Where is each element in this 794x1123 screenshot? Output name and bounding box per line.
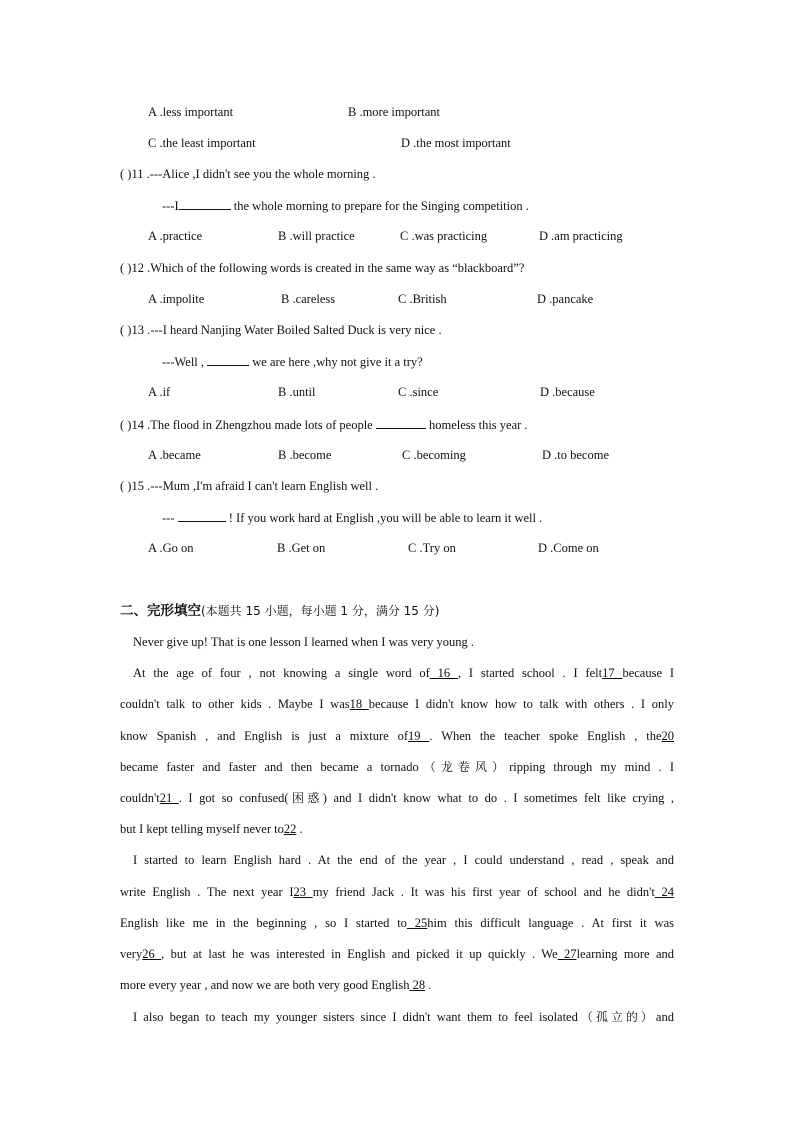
q11-option-d: D .am practicing <box>539 229 623 243</box>
text: him this difficult language . At first it was <box>427 916 674 930</box>
q13-option-a: A .if <box>148 385 171 399</box>
passage-line-9 <box>120 884 674 900</box>
q14-stem-post: homeless this year . <box>428 418 528 432</box>
q14-option-a: A .became <box>148 448 201 462</box>
passage-line-5 <box>120 759 674 775</box>
passage-line-3 <box>120 696 674 712</box>
text: learning more and <box>576 947 675 961</box>
text: . <box>425 978 432 992</box>
blank-18[interactable]: 18 <box>349 697 369 711</box>
text: because I <box>622 666 674 680</box>
section2-title: 二、完形填空 <box>120 603 201 619</box>
blank-17[interactable]: 17 <box>602 666 623 680</box>
blank-19[interactable]: 19 <box>408 729 430 743</box>
text: English like me in the beginning , so I started to <box>120 916 407 930</box>
q14-option-c: C .becoming <box>402 448 466 462</box>
text: At the age of four , not knowing a single word of <box>133 666 430 680</box>
text: but I kept telling myself never to <box>120 822 284 836</box>
blank-24[interactable]: 24 <box>654 885 675 899</box>
q12-stem: ( )12 .Which of the following words is created in the same way as “blackboard”? <box>120 261 525 275</box>
passage-line-12 <box>120 977 674 993</box>
q13-answer-blank[interactable] <box>207 353 249 366</box>
q11-stem: ( )11 .---Alice ,I didn't see you the whole morning . <box>120 167 376 181</box>
section2-subtitle: (本题共 15 小题，每小题 1 分，满分 15 分) <box>201 604 440 618</box>
q15-option-c: C .Try on <box>408 541 456 555</box>
text: more every year , and now we are both very good English <box>120 978 410 992</box>
passage-line-4 <box>120 728 674 744</box>
q14-stem <box>120 416 528 433</box>
q13-option-c: C .since <box>398 385 439 399</box>
text: because I didn't know how to talk with others . I only <box>368 697 674 711</box>
text: I also began to teach my younger sisters since I didn't want them to feel isolated <box>133 1010 578 1024</box>
q11-option-a: A .practice <box>148 229 203 243</box>
text: couldn't <box>120 791 160 805</box>
passage-line-6 <box>120 790 674 806</box>
q15-reply <box>162 509 542 526</box>
blank-25[interactable]: 25 <box>406 916 428 930</box>
text: and <box>655 1010 674 1024</box>
text: became faster and faster and then became a tornado <box>120 760 419 774</box>
q10-option-a: A .less important <box>148 105 234 119</box>
q14-stem-pre: ( )14 .The flood in Zhengzhou made lots of people <box>120 418 373 432</box>
q11-option-b: B .will practice <box>278 229 355 243</box>
q15-answer-blank[interactable] <box>178 509 226 522</box>
passage-line-13 <box>133 1009 674 1025</box>
q15-option-a: A .Go on <box>148 541 194 555</box>
section2-heading <box>120 602 439 620</box>
q11-reply-post: the whole morning to prepare for the Singing competition . <box>233 199 529 213</box>
q14-answer-blank[interactable] <box>376 416 426 429</box>
q12-option-b: B .careless <box>281 292 336 306</box>
blank-28[interactable]: 28 <box>409 978 426 992</box>
text: . When the teacher spoke English , the <box>429 729 662 743</box>
text: know Spanish , and English is just a mixture of <box>120 729 408 743</box>
q13-reply-post: we are here ,why not give it a try? <box>252 355 423 369</box>
passage-line-11 <box>120 946 674 962</box>
passage-line-2 <box>133 665 674 681</box>
q11-option-c: C .was practicing <box>400 229 488 243</box>
text: very <box>120 947 143 961</box>
q11-reply <box>162 197 529 214</box>
q10-option-d: D .the most important <box>401 136 511 150</box>
q10-option-b: B .more important <box>348 105 440 119</box>
blank-27[interactable]: 27 <box>557 947 577 961</box>
q15-reply-pre: --- <box>162 511 175 525</box>
passage-line-7 <box>120 821 674 837</box>
blank-16[interactable]: 16 <box>429 666 458 680</box>
text: , I started school . I felt <box>457 666 603 680</box>
q11-reply-pre: ---I <box>162 199 179 213</box>
blank-23[interactable]: 23 <box>293 885 313 899</box>
q13-option-d: D .because <box>540 385 595 399</box>
blank-22[interactable]: 22 <box>283 822 297 836</box>
text: （孤立的） <box>577 1010 656 1024</box>
blank-21[interactable]: 21 <box>159 791 179 805</box>
q14-option-b: B .become <box>278 448 332 462</box>
blank-20[interactable]: 20 <box>661 729 674 743</box>
q12-option-c: C .British <box>398 292 447 306</box>
q12-option-a: A .impolite <box>148 292 205 306</box>
passage-line-10 <box>120 915 674 931</box>
text: write English . The next year I <box>120 885 294 899</box>
q15-stem: ( )15 .---Mum ,I'm afraid I can't learn English well . <box>120 479 379 493</box>
q13-reply <box>162 353 423 370</box>
q15-reply-post: ! If you work hard at English ,you will be able to learn it well . <box>228 511 543 525</box>
q13-stem: ( )13 .---I heard Nanjing Water Boiled Salted Duck is very nice . <box>120 323 442 337</box>
q11-answer-blank[interactable] <box>179 197 231 210</box>
text: ) and I didn't know what to do . I sometimes felt like crying , <box>322 791 674 805</box>
q13-reply-pre: ---Well , <box>162 355 205 369</box>
text: （龙卷风） <box>418 760 510 774</box>
q14-option-d: D .to become <box>542 448 609 462</box>
q10-option-c: C .the least important <box>148 136 256 150</box>
text: . <box>296 822 303 836</box>
text: my friend Jack . It was his first year of school and he didn't <box>312 885 655 899</box>
q12-option-d: D .pancake <box>537 292 594 306</box>
passage-p1: Never give up! That is one lesson I learned when I was very young . <box>133 635 474 649</box>
q13-option-b: B .until <box>278 385 316 399</box>
passage-line-8: I started to learn English hard . At the end of the year , I could understand , read , speak and <box>133 853 674 867</box>
text: ripping through my mind . I <box>509 760 675 774</box>
q15-option-b: B .Get on <box>277 541 326 555</box>
blank-26[interactable]: 26 <box>142 947 162 961</box>
text: couldn't talk to other kids . Maybe I was <box>120 697 350 711</box>
text: 困惑 <box>288 791 323 805</box>
text: , but at last he was interested in English and picked it up quickly . We <box>161 947 558 961</box>
text: . I got so confused( <box>178 791 289 805</box>
q15-option-d: D .Come on <box>538 541 599 555</box>
